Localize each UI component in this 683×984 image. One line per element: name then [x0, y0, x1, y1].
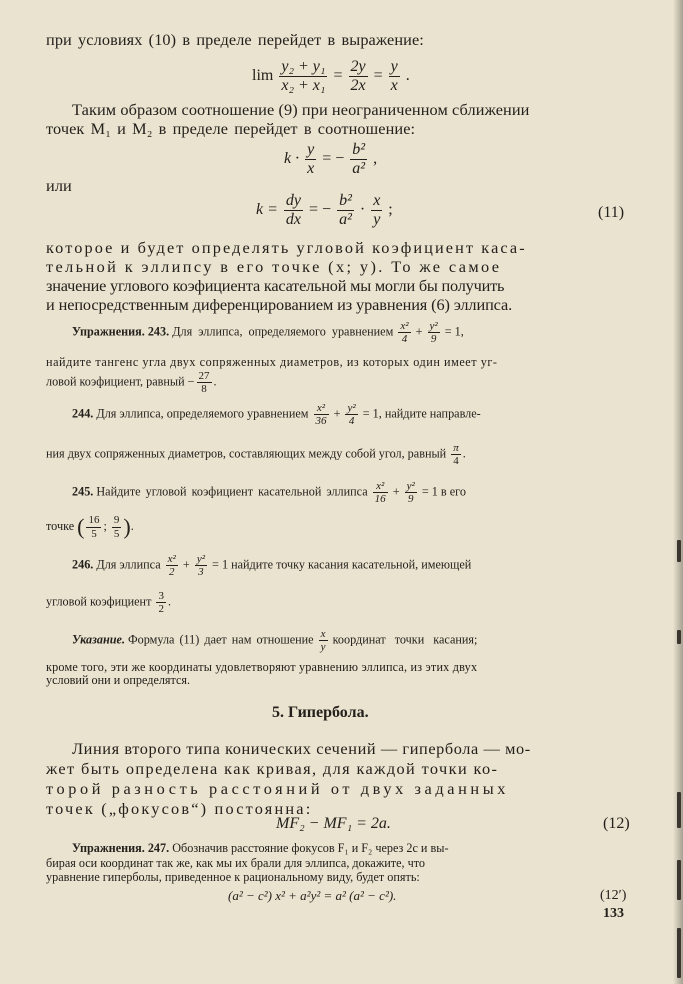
edge-mark: [677, 630, 681, 644]
edge-mark: [677, 860, 681, 900]
exercise-243: Упражнения. 243. Для эллипса, определяемого уравнением $\frac{\text{x²}}{4}$ + $\frac{\text{y²}}{9}$ = 1,: [72, 320, 464, 346]
slope-relation-equation: k · $\frac{y}{x}$ = − $\frac{\text{b²}}{\text{a²}}$ ,: [284, 141, 378, 177]
edge-mark: [677, 792, 681, 828]
edge-mark: [677, 928, 681, 978]
text-line: при условиях (10) в пределе перейдет в выражение:: [46, 30, 424, 49]
text-line: значение углового коэфициента касательной мы могли бы получить: [46, 276, 505, 295]
text-line: тельной к эллипсу в его точке (x; y). То же самое: [46, 257, 502, 276]
text-line: условий они и определятся.: [46, 673, 191, 687]
edge-mark: [677, 540, 681, 562]
text-line: угловой коэфициент $\frac{3}{2}$ .: [46, 590, 172, 616]
text-line: или: [46, 176, 72, 195]
text-line: которое и будет определять угловой коэфициент каса-: [46, 238, 527, 257]
text-line: Линия второго типа конических сечений — гипербола — мо-: [72, 739, 531, 758]
text-line: точек („фокусов“) постоянна:: [46, 799, 313, 818]
equation-12-prime: (a² − c²) x² + a²y² = a² (a² − c²).: [228, 888, 397, 903]
text-line: точек M₁ и M₂ в пределе перейдет в соотношение:: [46, 119, 416, 138]
exercise-244: 244. Для эллипса, определяемого уравнением $\frac{\text{x²}}{36}$ + $\frac{\text{y²}}{4}$ = 1, найдите направле-: [72, 402, 481, 428]
fraction: $\frac{2y}{2x}$: [350, 58, 366, 94]
exercise-245: 245. Найдите угловой коэфициент касательной эллипса $\frac{\text{x²}}{16}$ + $\frac{\text{y²}}{9}$ = 1 в его: [72, 480, 466, 506]
limit-equation: lim $\frac{\text{y₂ + y₁}}{\text{x₂ + x₁}}$ = $\frac{2y}{2x}$ = $\frac{y}{x}$ .: [252, 58, 410, 94]
text-line: Таким образом соотношение (9) при неограниченном сближении: [72, 100, 530, 119]
equation-number: (12′): [600, 888, 627, 903]
text-line: ния двух сопряженных диаметров, составляющих между собой угол, равный $\frac{\pi}{4}$ .: [46, 442, 466, 468]
equation-number: (11): [598, 204, 625, 221]
exercise-246: 246. Для эллипса $\frac{\text{x²}}{2}$ + $\frac{\text{y²}}{3}$ = 1 найдите точку касания касательной, имеющей: [72, 553, 472, 579]
lim-operator: lim: [252, 66, 274, 84]
exercise-247: Упражнения. 247. Обозначив расстояние фокусов F₁ и F₂ через 2c и вы-: [72, 841, 449, 855]
equation-11: k = $\frac{dy}{dx}$ = − $\frac{\text{b²}}{\text{a²}}$ · $\frac{x}{y}$ ;: [256, 192, 393, 228]
text-line: жет быть определена как кривая, для каждой точки ко-: [46, 759, 499, 778]
text-line: торой разность расстояний от двух заданных: [46, 779, 509, 798]
section-heading: 5. Гипербола.: [272, 704, 369, 721]
equation-12: MF₂ − MF₁ = 2a.: [276, 815, 391, 832]
text-line: кроме того, эти же координаты удовлетворяют уравнению эллипса, из этих двух: [46, 660, 478, 674]
fraction: $\frac{\text{y₂ + y₁}}{\text{x₂ + x₁}}$: [281, 58, 326, 94]
text-line: ловой коэфициент, равный − $\frac{27}{8}$ .: [46, 370, 217, 396]
text-line: точке ( $\frac{16}{5}$ ; $\frac{9}{5}$ ).: [46, 514, 134, 540]
fraction: $\frac{y}{x}$: [390, 58, 398, 94]
text-line: бирая оси координат так же, как мы их брали для эллипса, докажите, что: [46, 856, 426, 870]
text-line: и непосредственным диференцированием из уравнения (6) эллипса.: [46, 295, 513, 314]
hint: Указание. Формула (11) дает нам отношение $\frac{x}{y}$ координат точки касания;: [72, 628, 478, 654]
page-edge-shadow: [673, 0, 683, 984]
equation-number: (12): [603, 815, 630, 832]
text-line: уравнение гиперболы, приведенное к рациональному виду, будет опять:: [46, 870, 420, 884]
text-line: найдите тангенс угла двух сопряженных диаметров, из которых один имеет уг-: [46, 355, 498, 369]
page-number: 133: [603, 906, 624, 921]
